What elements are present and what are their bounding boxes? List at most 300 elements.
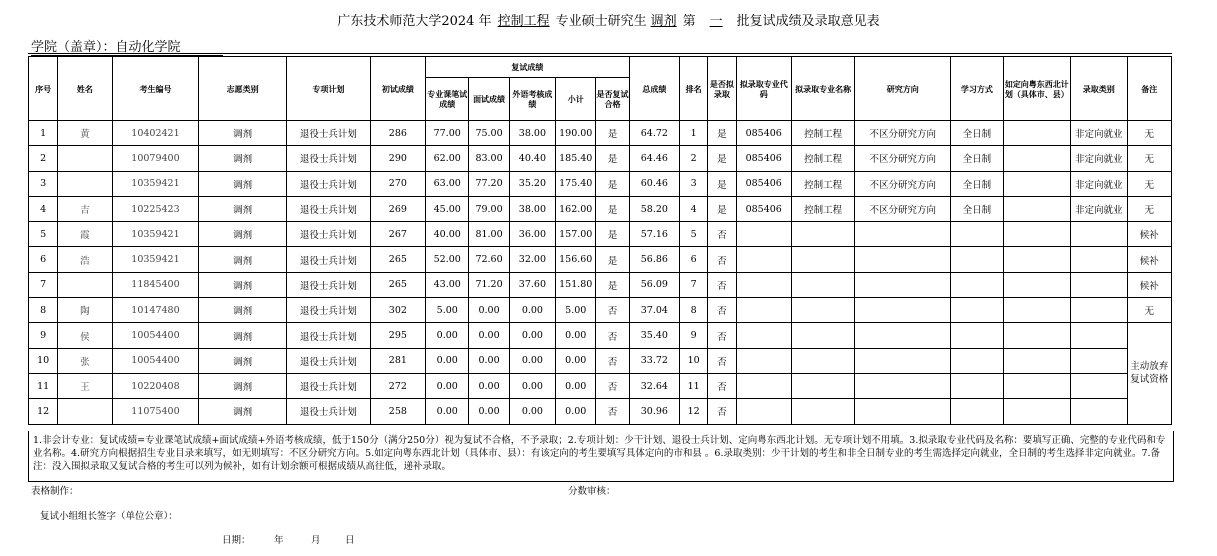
cell-major-code [736,348,791,373]
cell-initial-score: 302 [370,298,425,323]
cell-seq: 9 [29,323,58,348]
cell-major-name [791,222,854,247]
header-major-code: 拟录取专业代码 [736,57,791,121]
cell-east-west-plan [1003,222,1071,247]
cell-subtotal: 0.00 [556,348,596,373]
cell-study-mode [951,272,1003,297]
header-language: 外语考核成绩 [509,78,555,121]
cell-total: 56.09 [629,272,679,297]
table-row [29,272,1172,297]
cell-major-code: 085406 [736,196,791,221]
footer-day: 日 [345,535,355,546]
cell-major-name: 控制工程 [791,171,854,196]
cell-rank: 3 [680,171,708,196]
cell-rank: 7 [680,272,708,297]
cell-seq: 7 [29,272,58,297]
cell-remark: 无 [1127,298,1171,323]
cell-research [855,323,951,348]
cell-language: 36.00 [509,222,555,247]
document-title [0,10,1217,29]
cell-remark-merged: 主动放弃复试资格 [1127,323,1171,424]
cell-total: 64.46 [629,146,679,171]
cell-volunteer-type: 调剂 [199,348,287,373]
cell-name [58,399,112,424]
cell-language: 38.00 [509,196,555,221]
footer-reviewer: 分数审核： [568,486,616,497]
cell-retest-pass: 是 [596,171,629,196]
cell-initial-score: 281 [370,348,425,373]
cell-initial-score: 258 [370,399,425,424]
cell-rank: 9 [680,323,708,348]
cell-interview: 0.00 [469,348,509,373]
header-exam-no: 考生编号 [112,57,199,121]
cell-subtotal: 5.00 [556,298,596,323]
cell-major-name [791,373,854,398]
score-table [28,56,1172,425]
cell-volunteer-type: 调剂 [199,247,287,272]
college-label: 学院（盖章）：自动化学院 [31,36,223,56]
cell-written: 0.00 [426,399,469,424]
cell-language: 40.40 [509,146,555,171]
cell-east-west-plan [1003,146,1071,171]
footer-year: 年 [274,535,284,546]
cell-language: 32.00 [509,247,555,272]
cell-subtotal: 162.00 [556,196,596,221]
title-major: 控制工程 [497,14,550,29]
cell-special-plan: 退役士兵计划 [287,399,371,424]
cell-retest-pass: 否 [596,323,629,348]
cell-east-west-plan [1003,121,1071,146]
cell-exam-no: 10225423 [112,196,199,221]
cell-east-west-plan [1003,298,1071,323]
cell-special-plan: 退役士兵计划 [287,272,371,297]
cell-name [58,272,112,297]
cell-interview: 77.20 [469,171,509,196]
cell-retest-pass: 否 [596,348,629,373]
cell-initial-score: 290 [370,146,425,171]
cell-name [58,171,112,196]
cell-total: 58.20 [629,196,679,221]
cell-major-name [791,272,854,297]
cell-rank: 1 [680,121,708,146]
table-row [29,399,1172,424]
cell-admit: 是 [708,146,736,171]
title-batch-prefix: 第 [682,14,696,29]
cell-special-plan: 退役士兵计划 [287,196,371,221]
cell-retest-pass: 是 [596,196,629,221]
cell-major-code [736,222,791,247]
cell-east-west-plan [1003,373,1071,398]
cell-subtotal: 190.00 [556,121,596,146]
cell-exam-no: 10359421 [112,222,199,247]
cell-special-plan: 退役士兵计划 [287,323,371,348]
cell-admit: 否 [708,222,736,247]
header-total: 总成绩 [629,57,679,121]
table-row [29,171,1172,196]
cell-research [855,373,951,398]
cell-volunteer-type: 调剂 [199,146,287,171]
table-row [29,196,1172,221]
cell-volunteer-type: 调剂 [199,196,287,221]
header-admit-type: 录取类别 [1071,57,1127,121]
cell-subtotal: 0.00 [556,399,596,424]
header-east-west-plan: 如定向粤东西北计划（具体市、县） [1003,57,1071,121]
cell-special-plan: 退役士兵计划 [287,373,371,398]
cell-research [855,348,951,373]
cell-written: 63.00 [426,171,469,196]
header-remark: 备注 [1127,57,1171,121]
cell-research: 不区分研究方向 [855,171,951,196]
cell-initial-score: 295 [370,323,425,348]
header-row-1 [29,57,1172,78]
cell-initial-score: 267 [370,222,425,247]
cell-east-west-plan [1003,323,1071,348]
cell-rank: 11 [680,373,708,398]
cell-study-mode: 全日制 [951,196,1003,221]
cell-admit-type: 非定向就业 [1071,196,1127,221]
cell-seq: 10 [29,348,58,373]
cell-language: 35.20 [509,171,555,196]
cell-admit-type [1071,399,1127,424]
cell-total: 35.40 [629,323,679,348]
cell-admit: 是 [708,121,736,146]
cell-rank: 6 [680,247,708,272]
cell-seq: 1 [29,121,58,146]
title-prefix: 广东技术师范大学2024 年 [337,14,492,29]
cell-initial-score: 265 [370,247,425,272]
cell-interview: 0.00 [469,399,509,424]
cell-study-mode [951,323,1003,348]
cell-major-code: 085406 [736,121,791,146]
cell-admit-type [1071,298,1127,323]
cell-admit: 否 [708,272,736,297]
header-initial-score: 初试成绩 [370,57,425,121]
cell-research [855,247,951,272]
cell-major-code [736,399,791,424]
cell-volunteer-type: 调剂 [199,171,287,196]
cell-exam-no: 10054400 [112,348,199,373]
cell-initial-score: 269 [370,196,425,221]
header-admit: 是否拟录取 [708,57,736,121]
cell-major-code [736,373,791,398]
top-rule [28,53,1172,54]
cell-major-name: 控制工程 [791,146,854,171]
title-batch-num: 一 [709,14,723,29]
cell-study-mode: 全日制 [951,121,1003,146]
header-rank: 排名 [680,57,708,121]
cell-retest-pass: 否 [596,399,629,424]
cell-exam-no: 10147480 [112,298,199,323]
cell-admit: 否 [708,247,736,272]
cell-rank: 12 [680,399,708,424]
cell-rank: 8 [680,298,708,323]
cell-seq: 3 [29,171,58,196]
cell-research [855,222,951,247]
cell-seq: 12 [29,399,58,424]
cell-special-plan: 退役士兵计划 [287,247,371,272]
cell-retest-pass: 是 [596,247,629,272]
cell-remark: 候补 [1127,272,1171,297]
cell-initial-score: 286 [370,121,425,146]
cell-research [855,298,951,323]
footer-date-label: 日期： [222,535,251,546]
cell-total: 60.46 [629,171,679,196]
cell-study-mode [951,373,1003,398]
cell-language: 0.00 [509,399,555,424]
header-major-name: 拟录取专业名称 [791,57,854,121]
cell-exam-no: 10054400 [112,323,199,348]
table-body [29,121,1172,425]
cell-study-mode [951,298,1003,323]
cell-major-code [736,247,791,272]
cell-study-mode [951,348,1003,373]
cell-subtotal: 157.00 [556,222,596,247]
cell-seq: 11 [29,373,58,398]
cell-name: 侯 [58,323,112,348]
cell-name: 王 [58,373,112,398]
cell-name: 吉 [58,196,112,221]
cell-seq: 4 [29,196,58,221]
cell-subtotal: 175.40 [556,171,596,196]
header-name: 姓名 [58,57,112,121]
cell-admit-type [1071,247,1127,272]
cell-name: 陶 [58,298,112,323]
cell-admit-type [1071,323,1127,348]
cell-retest-pass: 是 [596,222,629,247]
cell-interview: 0.00 [469,323,509,348]
cell-written: 77.00 [426,121,469,146]
cell-initial-score: 272 [370,373,425,398]
cell-volunteer-type: 调剂 [199,399,287,424]
table-row [29,121,1172,146]
cell-initial-score: 265 [370,272,425,297]
cell-retest-pass: 否 [596,298,629,323]
cell-written: 52.00 [426,247,469,272]
cell-interview: 71.20 [469,272,509,297]
cell-remark: 候补 [1127,222,1171,247]
cell-study-mode: 全日制 [951,171,1003,196]
cell-language: 38.00 [509,121,555,146]
cell-admit: 否 [708,323,736,348]
cell-volunteer-type: 调剂 [199,373,287,398]
cell-seq: 6 [29,247,58,272]
cell-retest-pass: 是 [596,146,629,171]
cell-language: 0.00 [509,373,555,398]
cell-major-code: 085406 [736,146,791,171]
cell-volunteer-type: 调剂 [199,222,287,247]
cell-seq: 5 [29,222,58,247]
header-interview: 面试成绩 [469,78,509,121]
cell-east-west-plan [1003,348,1071,373]
cell-name: 霞 [58,222,112,247]
cell-subtotal: 151.80 [556,272,596,297]
cell-interview: 79.00 [469,196,509,221]
cell-major-name [791,323,854,348]
header-research: 研究方向 [855,57,951,121]
cell-interview: 72.60 [469,247,509,272]
cell-admit-type [1071,348,1127,373]
cell-total: 30.96 [629,399,679,424]
cell-special-plan: 退役士兵计划 [287,121,371,146]
cell-east-west-plan [1003,272,1071,297]
cell-retest-pass: 是 [596,121,629,146]
cell-written: 5.00 [426,298,469,323]
cell-rank: 4 [680,196,708,221]
table-row [29,348,1172,373]
cell-major-name [791,348,854,373]
cell-total: 57.16 [629,222,679,247]
cell-exam-no: 10220408 [112,373,199,398]
header-seq: 序号 [29,57,58,121]
cell-special-plan: 退役士兵计划 [287,298,371,323]
cell-admit-type: 非定向就业 [1071,146,1127,171]
cell-major-name [791,399,854,424]
title-mid: 专业硕士研究生 [555,14,647,29]
cell-research: 不区分研究方向 [855,121,951,146]
cell-total: 33.72 [629,348,679,373]
cell-remark: 无 [1127,146,1171,171]
cell-interview: 0.00 [469,373,509,398]
title-type: 调剂 [650,14,677,29]
cell-research [855,272,951,297]
cell-admit-type [1071,222,1127,247]
cell-total: 37.04 [629,298,679,323]
footer-signature: 复试小组组长签字（单位公章）： [40,511,178,522]
cell-major-name [791,247,854,272]
cell-special-plan: 退役士兵计划 [287,171,371,196]
cell-east-west-plan [1003,247,1071,272]
table-row [29,323,1172,348]
cell-special-plan: 退役士兵计划 [287,348,371,373]
cell-retest-pass: 否 [596,373,629,398]
cell-language: 0.00 [509,323,555,348]
cell-admit-type: 非定向就业 [1071,171,1127,196]
cell-research [855,399,951,424]
cell-admit: 否 [708,399,736,424]
cell-east-west-plan [1003,399,1071,424]
cell-admit: 是 [708,171,736,196]
cell-admit-type: 非定向就业 [1071,121,1127,146]
header-volunteer-type: 志愿类别 [199,57,287,121]
cell-special-plan: 退役士兵计划 [287,146,371,171]
cell-volunteer-type: 调剂 [199,121,287,146]
cell-written: 0.00 [426,323,469,348]
cell-major-name: 控制工程 [791,121,854,146]
title-suffix: 批复试成绩及录取意见表 [736,14,880,29]
footer-month: 月 [311,535,321,546]
cell-total: 32.64 [629,373,679,398]
cell-seq: 8 [29,298,58,323]
cell-written: 40.00 [426,222,469,247]
cell-name: 黄 [58,121,112,146]
cell-seq: 2 [29,146,58,171]
cell-exam-no: 10359421 [112,171,199,196]
cell-exam-no: 11075400 [112,399,199,424]
cell-volunteer-type: 调剂 [199,298,287,323]
cell-major-name [791,298,854,323]
cell-initial-score: 270 [370,171,425,196]
header-subtotal: 小计 [556,78,596,121]
cell-subtotal: 0.00 [556,323,596,348]
cell-language: 37.60 [509,272,555,297]
cell-remark: 无 [1127,121,1171,146]
cell-admit: 否 [708,298,736,323]
cell-subtotal: 0.00 [556,373,596,398]
cell-written: 62.00 [426,146,469,171]
cell-remark: 无 [1127,196,1171,221]
footer-maker: 表格制作： [31,486,79,497]
cell-name: 张 [58,348,112,373]
cell-written: 0.00 [426,373,469,398]
cell-subtotal: 156.60 [556,247,596,272]
table-row [29,146,1172,171]
cell-admit-type [1071,272,1127,297]
cell-volunteer-type: 调剂 [199,323,287,348]
header-study-mode: 学习方式 [951,57,1003,121]
cell-study-mode [951,247,1003,272]
cell-admit-type [1071,373,1127,398]
cell-study-mode [951,222,1003,247]
cell-study-mode [951,399,1003,424]
cell-exam-no: 10402421 [112,121,199,146]
table-row [29,298,1172,323]
cell-written: 43.00 [426,272,469,297]
cell-rank: 2 [680,146,708,171]
cell-rank: 5 [680,222,708,247]
cell-volunteer-type: 调剂 [199,272,287,297]
cell-major-code [736,323,791,348]
cell-retest-pass: 是 [596,272,629,297]
cell-major-code: 085406 [736,171,791,196]
cell-exam-no: 10359421 [112,247,199,272]
notes-text: 1.非会计专业：复试成绩=专业课笔试成绩+面试成绩+外语考核成绩，低于150分（满分250分）视为复试不合格，不予录取；2.专项计划：少干计划、退役士兵计划、定向粤东西北计划。无专项计划不用填。3.拟录取专业代码及名称：要填写正确、完整的专业代码和专业名称。4.研究方向根据招生专业目录来填写，如无则填写：不区分研究方向。5.如定向粤东西北计划（具体市、县）：有该定向的考生要填写具体定向的市和县 。6.录取类别：少干计划的考生和非全日制专业的考生需选择定向就业，全日制的考生选择非定向就业。7.备注：没入围拟录取又复试合格的考生可以列为候补，如有计划余额可根据成绩从高往低，递补录取。 [28,431,1174,482]
cell-name: 浩 [58,247,112,272]
cell-remark: 无 [1127,171,1171,196]
cell-written: 0.00 [426,348,469,373]
cell-exam-no: 10079400 [112,146,199,171]
header-retest-group: 复试成绩 [426,57,630,78]
cell-admit: 否 [708,348,736,373]
cell-east-west-plan [1003,196,1071,221]
cell-major-code [736,272,791,297]
cell-interview: 83.00 [469,146,509,171]
header-retest-pass: 是否复试合格 [596,78,629,121]
cell-special-plan: 退役士兵计划 [287,222,371,247]
table-row [29,222,1172,247]
cell-admit: 否 [708,373,736,398]
cell-east-west-plan [1003,171,1071,196]
cell-research: 不区分研究方向 [855,196,951,221]
cell-language: 0.00 [509,298,555,323]
header-special-plan: 专项计划 [287,57,371,121]
cell-total: 56.86 [629,247,679,272]
cell-total: 64.72 [629,121,679,146]
cell-admit: 是 [708,196,736,221]
cell-interview: 81.00 [469,222,509,247]
cell-subtotal: 185.40 [556,146,596,171]
cell-interview: 75.00 [469,121,509,146]
cell-remark: 候补 [1127,247,1171,272]
cell-major-name: 控制工程 [791,196,854,221]
cell-language: 0.00 [509,348,555,373]
cell-major-code [736,298,791,323]
table-row [29,373,1172,398]
header-written: 专业课笔试成绩 [426,78,469,121]
cell-interview: 0.00 [469,298,509,323]
cell-exam-no: 11845400 [112,272,199,297]
cell-rank: 10 [680,348,708,373]
table-row [29,247,1172,272]
